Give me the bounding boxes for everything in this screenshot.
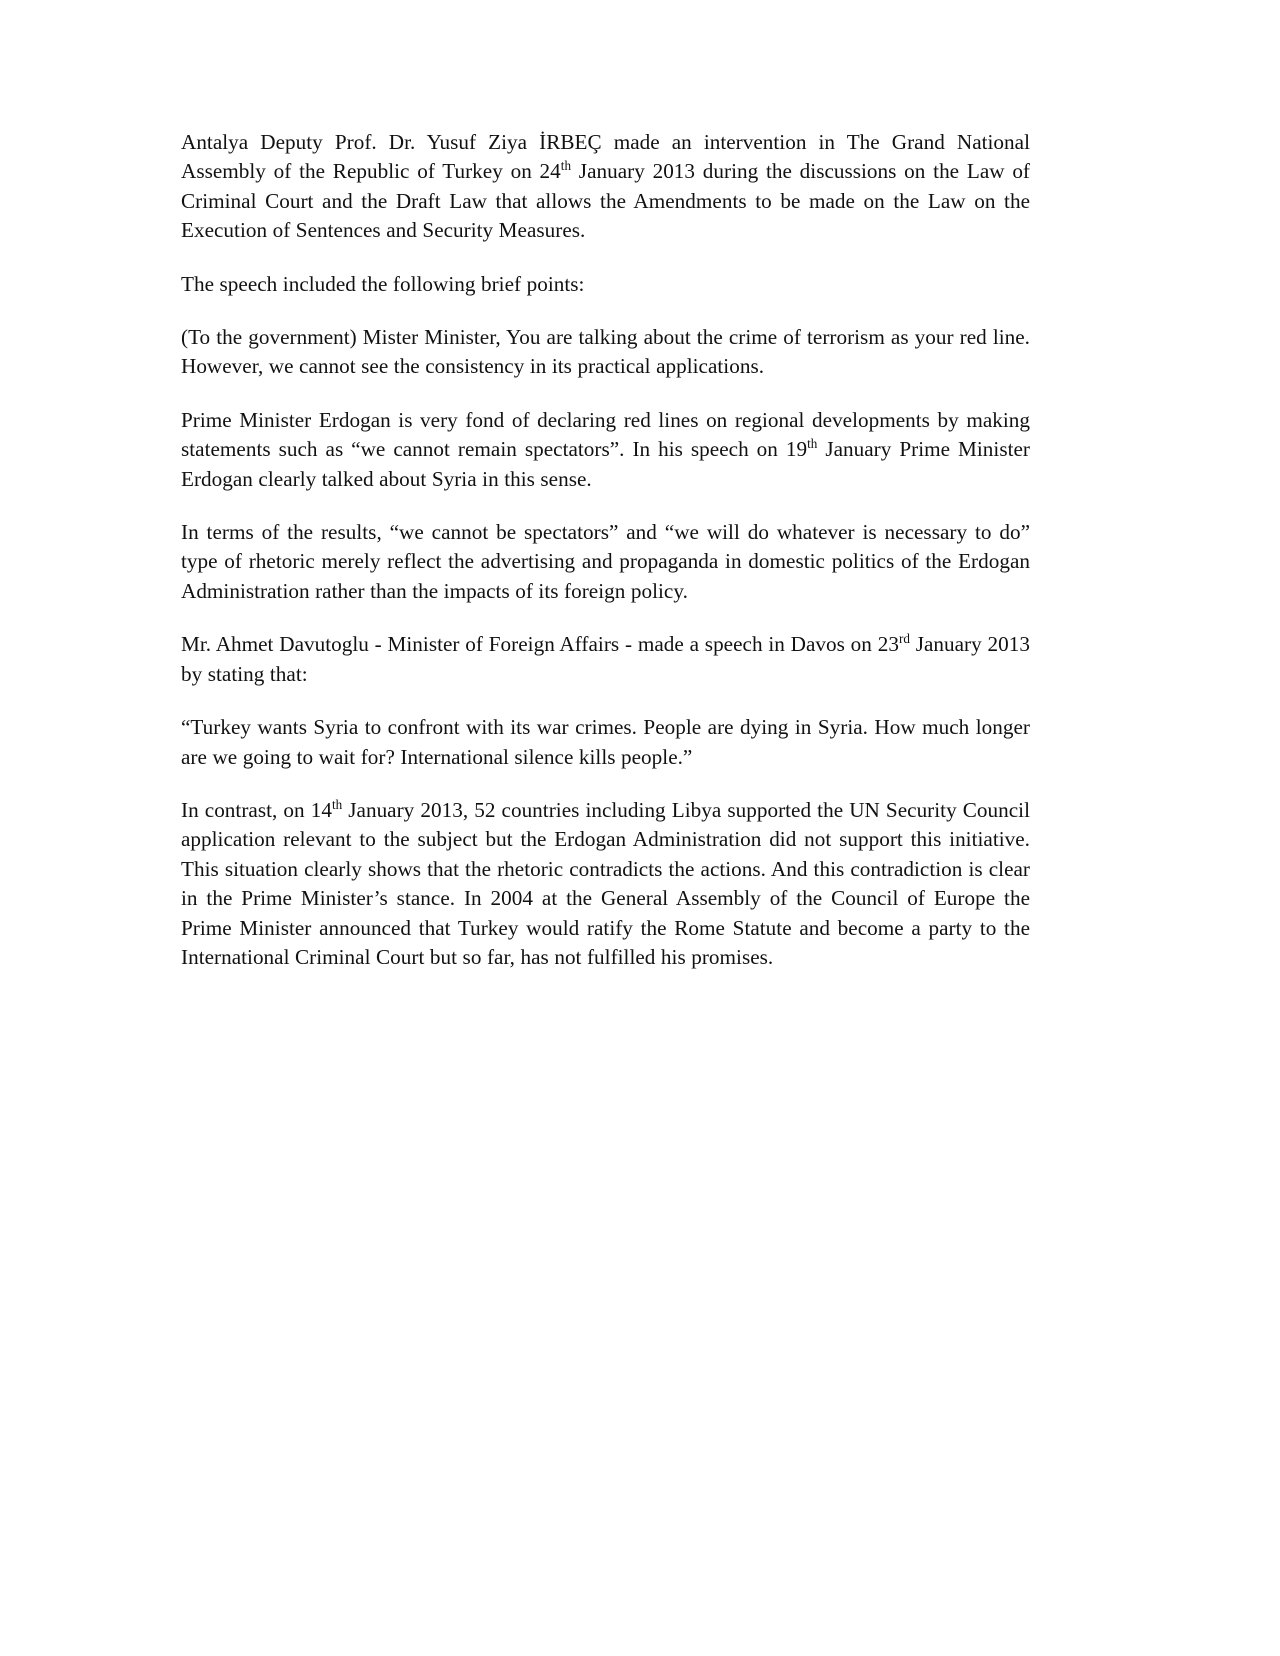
ordinal-suffix: th: [807, 436, 818, 452]
paragraph-intro: Antalya Deputy Prof. Dr. Yusuf Ziya İRBEÇ made an intervention in The Grand National Assembly of the Republic of Turkey on 24th January 2013 during the discussions on the Law of Criminal Court and the Draft Law that allows the Amendments to be made on the Law on the Execution of Sentences and Security Measures.: [181, 130, 1031, 243]
paragraph-quote: “Turkey wants Syria to confront with its war crimes. People are dying in Syria. How much longer are we going to wait for? International silence kills people.”: [181, 715, 1030, 769]
ordinal-suffix: th: [331, 796, 343, 812]
paragraph-davutoglu: Mr. Ahmet Davutoglu - Minister of Foreign Affairs - made a speech in Davos on 23rd January 2013 by stating that:: [181, 631, 1030, 686]
paragraph-speech-intro: The speech included the following brief points:: [181, 271, 585, 296]
paragraph-to-the-government: (To the government) Mister Minister, You are talking about the crime of terrorism as your red line. However, we cannot see the consistency in its practical applications.: [181, 325, 1030, 379]
paragraph-contrast: In contrast, on 14th January 2013, 52 countries including Libya supported the UN Security Council application relevant to the subject but the Erdogan Administration did not support this initiative. This situation clearly shows that the rhetoric contradicts the actions. And this contradiction is clear in the Prime Minister’s stance. In 2004 at the General Assembly of the Council of Europe the Prime Minister announced that Turkey would ratify the Rome Statute and become a party to the International Criminal Court but so far, has not fulfilled his promises.: [181, 796, 1030, 969]
ordinal-suffix: th: [560, 158, 572, 174]
ordinal-suffix: rd: [898, 631, 910, 647]
document-body: [181, 128, 1030, 996]
paragraph-results: In terms of the results, “we cannot be spectators” and “we will do whatever is necessary to do” type of rhetoric merely reflect the advertising and propaganda in domestic politics of the Erdogan Administration rather than the impacts of its foreign policy.: [181, 520, 1030, 603]
paragraph-red-lines: Prime Minister Erdogan is very fond of declaring red lines on regional developments by making statements such as “we cannot remain spectators”. In his speech on 19th January Prime Minister Erdogan clearly talked about Syria in this sense.: [181, 407, 1031, 491]
